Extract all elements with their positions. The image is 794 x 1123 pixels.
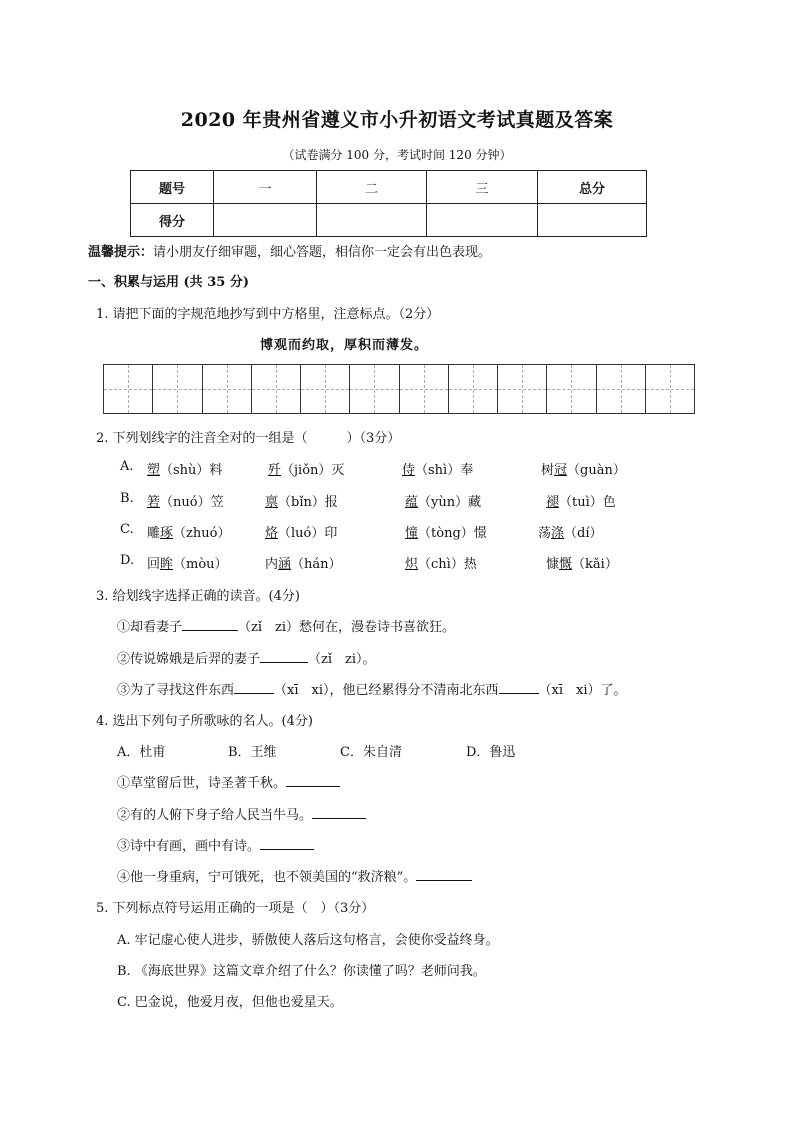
q2-option-a-item2: 歼（jiǒn）灭 <box>268 463 345 478</box>
q2-option-a-letter: A. <box>120 459 134 474</box>
writing-grid[interactable] <box>103 364 695 414</box>
grid-cell[interactable] <box>103 364 152 414</box>
grid-cell[interactable] <box>596 364 645 414</box>
grid-cell[interactable] <box>497 364 546 414</box>
score-input-cell[interactable] <box>538 204 647 237</box>
answer-blank[interactable] <box>286 774 340 787</box>
score-row-label: 得分 <box>131 204 214 237</box>
q2-option-c-item2: 烙（luó）印 <box>265 526 338 541</box>
q2-option-b-item3: 蕴（yùn）藏 <box>405 495 482 510</box>
grid-cell[interactable] <box>448 364 497 414</box>
q2-option-b-item1: 箬（nuó）笠 <box>147 495 224 510</box>
q2-option-c-item3: 憧（tòng）憬 <box>405 526 487 541</box>
tip-line <box>88 241 491 260</box>
score-header-cell: 总分 <box>538 171 647 204</box>
q2-option-a-item4: 树冠（guàn） <box>541 463 626 478</box>
q2-option-d-item2: 内涵（hán） <box>265 557 342 572</box>
q2-option-d-letter: D. <box>120 553 135 568</box>
page-title: 2020 年贵州省遵义市小升初语文考试真题及答案 <box>180 109 614 131</box>
q2-option-c-item4: 荡涤（dí） <box>538 526 603 541</box>
score-input-cell[interactable] <box>427 204 538 237</box>
q2-option-d-item4: 慷慨（kǎi） <box>546 557 618 572</box>
q4-line-3: ③诗中有画，画中有诗。 <box>117 835 314 854</box>
grid-cell[interactable] <box>399 364 448 414</box>
exam-subtitle: （试卷满分 100 分，考试时间 120 分钟） <box>282 148 512 162</box>
tip-text: 请小朋友仔细审题，细心答题，相信你一定会有出色表现。 <box>153 245 492 260</box>
question-4-prompt: 4. 选出下列句子所歌咏的名人。(4分) <box>96 714 313 729</box>
q5-option-a: A. 牢记虚心使人进步，骄傲使人落后这句格言，会使你受益终身。 <box>117 933 499 948</box>
grid-cell[interactable] <box>202 364 251 414</box>
answer-blank[interactable] <box>312 806 366 819</box>
q2-option-b-item2: 禀（bǐn）报 <box>265 495 338 510</box>
q4-option-c: C．朱自清 <box>340 745 402 760</box>
score-header-cell: 一 <box>214 171 317 204</box>
copy-text: 博观而约取，厚积而薄发。 <box>260 338 429 353</box>
tip-label: 温馨提示： <box>88 245 154 260</box>
answer-blank[interactable] <box>416 868 472 881</box>
question-2-prompt: 2. 下列划线字的注音全对的一组是（ ）（3分） <box>96 431 401 446</box>
q2-option-a-item3: 侍（shì）奉 <box>402 463 474 478</box>
question-3-prompt: 3. 给划线字选择正确的读音。(4分) <box>96 589 300 604</box>
q2-option-b-item4: 褪（tuì）色 <box>546 495 616 510</box>
score-header-cell: 三 <box>427 171 538 204</box>
answer-blank[interactable] <box>234 681 274 694</box>
grid-cell[interactable] <box>546 364 595 414</box>
score-table-header-row <box>131 171 647 204</box>
grid-cell[interactable] <box>152 364 201 414</box>
grid-cell[interactable] <box>251 364 300 414</box>
score-header-cell: 题号 <box>131 171 214 204</box>
section-heading: 一、积累与运用 (共 35 分) <box>88 275 249 290</box>
grid-cell[interactable] <box>645 364 695 414</box>
q4-option-b: B．王维 <box>228 745 277 760</box>
answer-blank[interactable] <box>182 618 238 631</box>
q2-option-c-item1: 雕琢（zhuó） <box>147 526 231 541</box>
q2-option-b-letter: B. <box>120 491 134 506</box>
score-input-cell[interactable] <box>214 204 317 237</box>
q2-option-a-item1: 塑（shù）料 <box>147 463 223 478</box>
q2-option-c-letter: C. <box>120 522 134 537</box>
grid-cell[interactable] <box>349 364 398 414</box>
q4-option-d: D．鲁迅 <box>466 745 516 760</box>
question-5-prompt: 5. 下列标点符号运用正确的一项是（ ）（3分） <box>96 901 375 916</box>
score-table-score-row <box>131 204 647 237</box>
q2-option-d-item3: 炽（chì）热 <box>405 557 477 572</box>
q5-option-c: C. 巴金说，他爱月夜，但他也爱星天。 <box>117 995 343 1010</box>
score-input-cell[interactable] <box>317 204 427 237</box>
q5-option-b: B. 《海底世界》这篇文章介绍了什么？你读懂了吗？老师问我。 <box>117 964 486 979</box>
grid-cell[interactable] <box>300 364 349 414</box>
q4-option-a: A．杜甫 <box>117 745 166 760</box>
q3-line-3: ③为了寻找这件东西 （xī xi），他已经累得分不清南北东西 （xī xi）了。 <box>117 683 627 698</box>
q3-line-1: ①却看妻子 （zǐ zi）愁何在，漫卷诗书喜欲狂。 <box>117 620 456 635</box>
q3-line-2: ②传说嫦娥是后羿的妻子 （zǐ zi）。 <box>117 652 376 667</box>
score-table <box>130 170 647 237</box>
q4-line-1: ①草堂留后世，诗圣著千秋。 <box>117 772 340 791</box>
answer-blank[interactable] <box>260 650 308 663</box>
answer-blank[interactable] <box>499 681 539 694</box>
answer-blank[interactable] <box>260 837 314 850</box>
q4-line-2: ②有的人俯下身子给人民当牛马。 <box>117 804 366 823</box>
score-header-cell: 二 <box>317 171 427 204</box>
question-1-prompt: 1. 请把下面的字规范地抄写到中方格里，注意标点。（2分） <box>96 307 440 322</box>
q2-option-d-item1: 回眸（mòu） <box>147 557 228 572</box>
q4-line-4: ④他一身重病，宁可饿死，也不领美国的“救济粮”。 <box>117 866 472 885</box>
